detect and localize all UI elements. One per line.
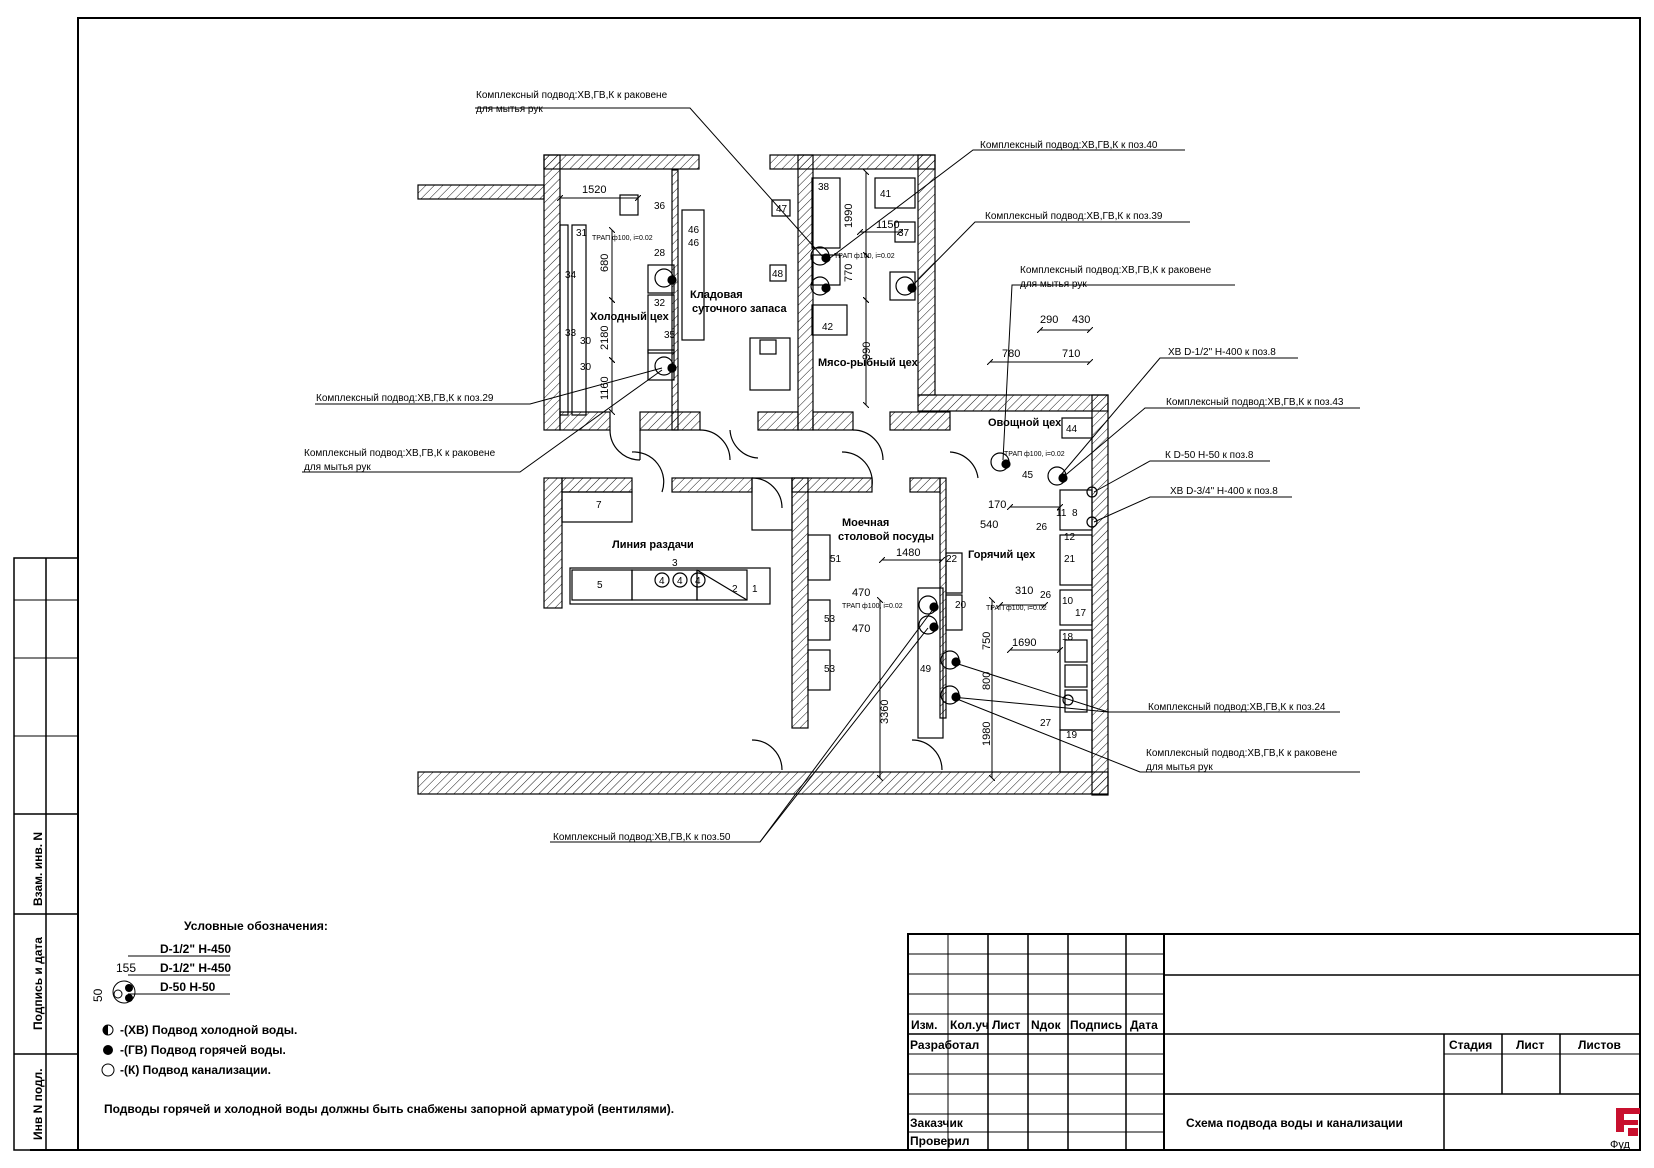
dim-990: 990 [861, 341, 873, 360]
pos-10: 10 [1062, 596, 1074, 607]
room-pantry-1: Кладовая [690, 289, 743, 301]
dim-770: 770 [843, 263, 855, 282]
room-meat: Мясо-рыбный цех [818, 357, 918, 369]
legend [91, 919, 674, 1116]
tb-header-data: Дата [1130, 1018, 1158, 1032]
trap-5: ТРАП ф100, i=0.02 [986, 605, 1047, 612]
pos-33: 33 [565, 328, 577, 339]
sheet-frame [78, 18, 1640, 1150]
callout-4b: для мытья рук [1020, 279, 1087, 290]
legend-hot: -(ГВ) Подвод горячей воды. [120, 1043, 286, 1057]
pos-48: 48 [772, 269, 784, 280]
legend-title: Условные обозначения: [184, 919, 328, 933]
pos-38: 38 [818, 182, 830, 193]
pos-2: 2 [732, 584, 738, 595]
pos-36: 36 [654, 201, 666, 212]
pos-11: 11 [1056, 508, 1067, 519]
pos-47: 47 [776, 204, 788, 215]
tb-customer: Заказчик [910, 1116, 963, 1130]
dim-1520: 1520 [582, 184, 607, 196]
dim-170: 170 [988, 499, 1007, 511]
dim-1160: 1160 [599, 376, 611, 400]
callout-8: ХВ D-3/4" Н-400 к поз.8 [1170, 486, 1278, 497]
legend-sym-2: D-1/2" Н-450 [160, 961, 232, 975]
dim-710: 710 [1062, 348, 1081, 360]
trap-2: ТРАП ф100, i=0.02 [834, 253, 895, 260]
pos-12: 12 [1064, 532, 1076, 543]
dim-470a: 470 [852, 587, 871, 599]
tb-header-podpis: Подпись [1070, 1018, 1123, 1032]
tb-checked: Проверил [910, 1134, 970, 1148]
callout-13: Комплексный подвод:ХВ,ГВ,К к поз.50 [553, 832, 731, 843]
pos-7: 7 [596, 500, 602, 511]
room-line: Линия раздачи [612, 539, 694, 551]
pos-28: 28 [654, 248, 666, 259]
company-logo [1610, 1108, 1640, 1151]
pos-53a: 53 [824, 614, 836, 625]
callout-2: Комплексный подвод:ХВ,ГВ,К к поз.40 [980, 140, 1158, 151]
tb-sheets: Листов [1578, 1038, 1621, 1052]
trap-1: ТРАП ф100, i=0.02 [592, 235, 653, 242]
sewer-icon [102, 1064, 114, 1076]
tb-header-ndok: Nдок [1031, 1018, 1061, 1032]
leader-lines [302, 108, 1360, 842]
hot-water-icon [103, 1045, 113, 1055]
dim-3360: 3360 [879, 699, 891, 724]
dim-470b: 470 [852, 623, 871, 635]
callout-10b: для мытья рук [304, 462, 371, 473]
room-pantry-2: суточного запаса [692, 303, 787, 315]
room-hot: Горячий цех [968, 549, 1036, 561]
legend-dim-50: 50 [91, 988, 105, 1002]
callout-12a: Комплексный подвод:ХВ,ГВ,К к раковене [1146, 748, 1338, 759]
pos-37: 37 [898, 228, 910, 239]
callout-1a: Комплексный подвод:ХВ,ГВ,К к раковене [476, 90, 668, 101]
pos-34: 34 [565, 270, 577, 281]
room-wash-1: Моечная [842, 517, 890, 529]
tb-header-kol: Кол.уч [950, 1018, 989, 1032]
pos-44: 44 [1066, 424, 1078, 435]
dim-1690: 1690 [1012, 637, 1037, 649]
legend-cold: -(ХВ) Подвод холодной воды. [120, 1023, 298, 1037]
dim-800: 800 [981, 671, 993, 690]
pos-18: 18 [1062, 632, 1074, 643]
pos-30b: 30 [580, 362, 592, 373]
pos-26b: 26 [1040, 590, 1052, 601]
callout-12b: для мытья рук [1146, 762, 1213, 773]
stamp-inv-podl: Инв N подл. [31, 1068, 45, 1140]
dim-1990: 1990 [843, 203, 855, 228]
callout-5: ХВ D-1/2" Н-400 к поз.8 [1168, 347, 1276, 358]
callout-3: Комплексный подвод:ХВ,ГВ,К к поз.39 [985, 211, 1163, 222]
dim-750: 750 [981, 631, 993, 650]
callout-texts [304, 90, 1344, 843]
pos-45: 45 [1022, 470, 1034, 481]
pos-21: 21 [1064, 554, 1076, 565]
pos-3: 3 [672, 558, 678, 569]
pos-1: 1 [752, 584, 758, 595]
pos-4a: 4 [659, 576, 665, 587]
room-wash-2: столовой посуды [838, 531, 935, 543]
tb-drawing-title: Схема подвода воды и канализации [1186, 1116, 1403, 1130]
trap-3: ТРАП ф100, i=0.02 [1004, 451, 1065, 458]
dim-1980: 1980 [981, 721, 993, 746]
pos-30a: 30 [580, 336, 592, 347]
floor-plan [418, 155, 1108, 795]
pos-46b: 46 [688, 238, 700, 249]
room-veg: Овощной цех [988, 417, 1062, 429]
side-stamp [14, 558, 78, 1150]
pos-26a: 26 [1036, 522, 1048, 533]
legend-sewer: -(К) Подвод канализации. [120, 1063, 271, 1077]
pos-20: 20 [955, 600, 967, 611]
pos-41: 41 [880, 189, 892, 200]
tb-header-list: Лист [992, 1018, 1021, 1032]
callout-7: К D-50 Н-50 к поз.8 [1165, 450, 1254, 461]
title-block-text [910, 1018, 1621, 1148]
pos-22: 22 [946, 554, 958, 565]
callout-11: Комплексный подвод:ХВ,ГВ,К к поз.24 [1148, 702, 1326, 713]
dim-680: 680 [599, 253, 611, 272]
pos-53b: 53 [824, 664, 836, 675]
dim-430: 430 [1072, 314, 1091, 326]
dim-2180: 2180 [599, 325, 611, 350]
stamp-vzam: Взам. инв. N [31, 831, 45, 906]
stamp-podpis: Подпись и дата [31, 937, 45, 1030]
callout-6: Комплексный подвод:ХВ,ГВ,К к поз.43 [1166, 397, 1344, 408]
legend-dim-155: 155 [116, 961, 137, 975]
pos-49: 49 [920, 664, 932, 675]
room-cold: Холодный цех [590, 311, 669, 323]
pos-31: 31 [576, 228, 588, 239]
dim-1150: 1150 [876, 219, 900, 231]
dim-540: 540 [980, 519, 999, 531]
pos-35: 35 [664, 330, 676, 341]
dim-290: 290 [1040, 314, 1059, 326]
legend-sym-1: D-1/2" Н-450 [160, 942, 232, 956]
pos-42: 42 [822, 322, 834, 333]
callout-1b: для мытья рук [476, 104, 543, 115]
callout-9: Комплексный подвод:ХВ,ГВ,К к поз.29 [316, 393, 494, 404]
pos-51: 51 [830, 554, 842, 565]
callout-10a: Комплексный подвод:ХВ,ГВ,К к раковене [304, 448, 496, 459]
pos-19: 19 [1066, 730, 1078, 741]
pos-46a: 46 [688, 225, 700, 236]
pos-27: 27 [1040, 718, 1052, 729]
dim-310: 310 [1015, 585, 1034, 597]
pos-8: 8 [1072, 508, 1078, 519]
trap-4: ТРАП ф100, i=0.02 [842, 603, 903, 610]
pos-32: 32 [654, 298, 666, 309]
tb-stage: Стадия [1449, 1038, 1493, 1052]
legend-sym-3: D-50 Н-50 [160, 980, 216, 994]
pos-4b: 4 [677, 576, 683, 587]
tb-sheet: Лист [1516, 1038, 1545, 1052]
logo-text: Фуд [1610, 1139, 1630, 1151]
callout-4a: Комплексный подвод:ХВ,ГВ,К к раковене [1020, 265, 1212, 276]
pos-5: 5 [597, 580, 603, 591]
pos-4c: 4 [695, 576, 701, 587]
dim-780: 780 [1002, 348, 1021, 360]
legend-note: Подводы горячей и холодной воды должны быть снабжены запорной арматурой (вентилями). [104, 1102, 675, 1116]
dim-1480: 1480 [896, 547, 921, 559]
pos-17: 17 [1075, 608, 1087, 619]
tb-header-izm: Изм. [911, 1018, 938, 1032]
tb-developed: Разработал [910, 1038, 980, 1052]
